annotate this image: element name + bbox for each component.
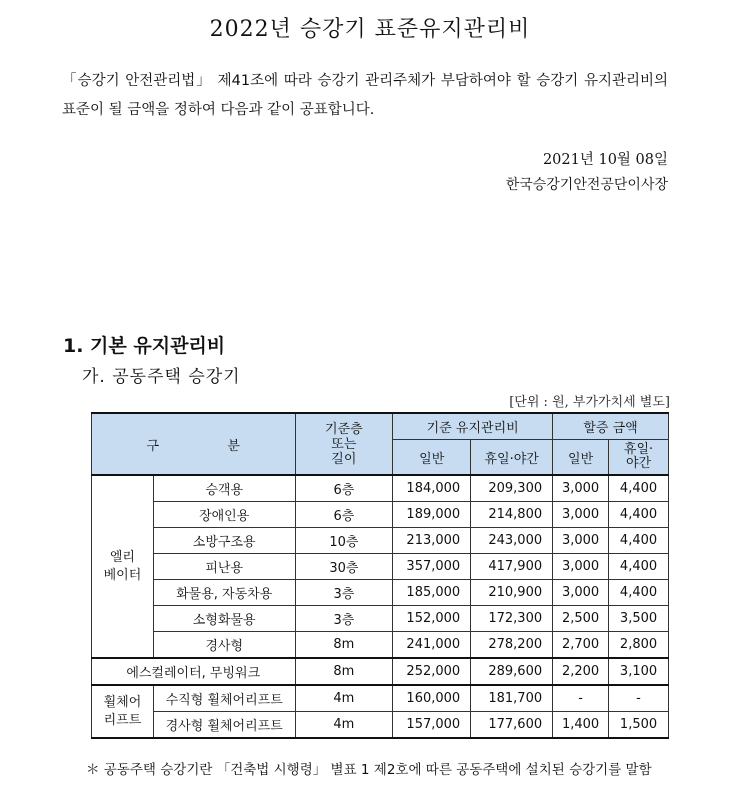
row-normal: 213,000 (393, 528, 471, 554)
row-normal: 152,000 (393, 606, 471, 632)
row-surcharge-normal: 3,000 (553, 554, 609, 580)
document-title: 2022년 승강기 표준유지관리비 (209, 17, 531, 42)
row-floors: 10층 (295, 528, 393, 554)
row-normal: 160,000 (393, 685, 471, 712)
row-holiday: 181,700 (471, 685, 553, 712)
row-type: 피난용 (153, 554, 295, 580)
row-holiday: 289,600 (471, 658, 553, 685)
table-row (92, 554, 669, 580)
header-holiday: 휴일·야간 (471, 440, 553, 476)
row-floors: 3층 (295, 606, 393, 632)
row-type: 소형화물용 (153, 606, 295, 632)
row-surcharge-holiday: 1,500 (609, 712, 669, 739)
row-normal: 184,000 (393, 475, 471, 502)
row-holiday: 243,000 (471, 528, 553, 554)
table-row (92, 606, 669, 632)
row-normal: 241,000 (393, 632, 471, 659)
row-surcharge-normal: - (553, 685, 609, 712)
table-row (92, 658, 669, 685)
row-surcharge-holiday: 4,400 (609, 528, 669, 554)
row-type: 수직형 휠체어리프트 (153, 685, 295, 712)
table-row (92, 528, 669, 554)
row-surcharge-normal: 2,200 (553, 658, 609, 685)
header-category: 구 분 (92, 413, 296, 475)
row-floors: 3층 (295, 580, 393, 606)
row-surcharge-holiday: 3,500 (609, 606, 669, 632)
row-holiday: 278,200 (471, 632, 553, 659)
row-type: 소방구조용 (153, 528, 295, 554)
table-row (92, 580, 669, 606)
header-surcharge-holiday: 휴일· 야간 (609, 440, 669, 476)
row-normal: 252,000 (393, 658, 471, 685)
row-floors: 4m (295, 685, 393, 712)
row-surcharge-normal: 3,000 (553, 528, 609, 554)
row-normal: 157,000 (393, 712, 471, 739)
row-holiday: 172,300 (471, 606, 553, 632)
row-type: 화물용, 자동차용 (153, 580, 295, 606)
row-surcharge-normal: 3,000 (553, 475, 609, 502)
row-surcharge-normal: 2,500 (553, 606, 609, 632)
row-floors: 8m (295, 632, 393, 659)
unit-note: [단위 : 원, 부가가치세 별도] (509, 395, 670, 410)
table-row (92, 712, 669, 739)
header-surcharge-normal: 일반 (553, 440, 609, 476)
row-surcharge-holiday: 4,400 (609, 475, 669, 502)
footnote: ＊ 공동주택 승강기란 「건축법 시행령」 별표 1 제2호에 따른 공동주택에 설치된 승강기를 말함 (86, 762, 652, 778)
row-holiday: 210,900 (471, 580, 553, 606)
row-surcharge-holiday: 3,100 (609, 658, 669, 685)
row-surcharge-holiday: 4,400 (609, 554, 669, 580)
header-base-fee: 기준 유지관리비 (393, 413, 553, 440)
section-heading: 1. 기본 유지관리비 (63, 335, 226, 357)
row-normal: 189,000 (393, 502, 471, 528)
row-floors: 30층 (295, 554, 393, 580)
row-surcharge-normal: 3,000 (553, 580, 609, 606)
row-surcharge-normal: 2,700 (553, 632, 609, 659)
row-floors: 6층 (295, 502, 393, 528)
row-surcharge-holiday: 4,400 (609, 580, 669, 606)
row-holiday: 177,600 (471, 712, 553, 739)
intro-paragraph: 「승강기 안전관리법」 제41조에 따라 승강기 관리주체가 부담하여야 할 승강기 유지관리비의 표준이 될 금액을 정하여 다음과 같이 공표합니다. (62, 73, 668, 118)
row-holiday: 417,900 (471, 554, 553, 580)
header-normal: 일반 (393, 440, 471, 476)
table-row (92, 685, 669, 712)
row-type: 경사형 (153, 632, 295, 659)
table-row (92, 502, 669, 528)
maintenance-fee-table (91, 412, 669, 739)
row-floors: 6층 (295, 475, 393, 502)
group-elevator: 엘리 베이터 (92, 475, 154, 658)
row-type: 승객용 (153, 475, 295, 502)
row-surcharge-holiday: 2,800 (609, 632, 669, 659)
subsection-heading: 가. 공동주택 승강기 (82, 367, 241, 387)
row-type: 경사형 휠체어리프트 (153, 712, 295, 739)
group-wheelchair-lift: 휠체어 리프트 (92, 685, 154, 738)
table-row (92, 632, 669, 659)
announcement-date: 2021년 10월 08일 (542, 152, 668, 168)
row-normal: 185,000 (393, 580, 471, 606)
row-floors: 8m (295, 658, 393, 685)
row-type: 장애인용 (153, 502, 295, 528)
row-holiday: 209,300 (471, 475, 553, 502)
row-type: 에스컬레이터, 무빙워크 (92, 658, 296, 685)
row-surcharge-holiday: 4,400 (609, 502, 669, 528)
row-holiday: 214,800 (471, 502, 553, 528)
row-surcharge-holiday: - (609, 685, 669, 712)
row-surcharge-normal: 3,000 (553, 502, 609, 528)
header-surcharge: 할증 금액 (553, 413, 669, 440)
signer: 한국승강기안전공단이사장 (505, 177, 668, 193)
row-surcharge-normal: 1,400 (553, 712, 609, 739)
row-normal: 357,000 (393, 554, 471, 580)
table-row (92, 475, 669, 502)
header-floors: 기준층 또는 길이 (295, 413, 393, 475)
row-floors: 4m (295, 712, 393, 739)
